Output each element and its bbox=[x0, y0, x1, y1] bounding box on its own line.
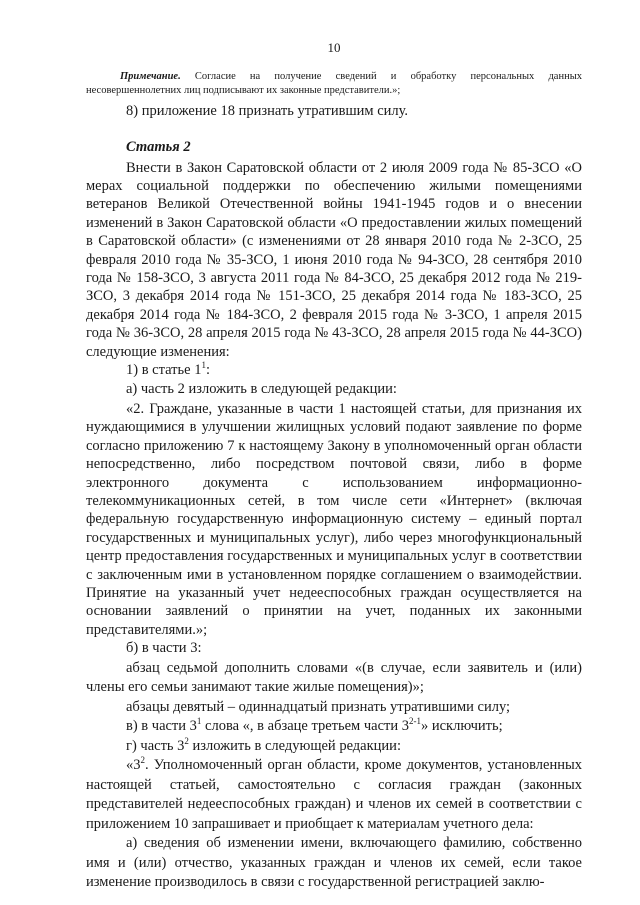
part-3-2-prefix: «3 bbox=[126, 757, 141, 774]
item-v-part3: » исключить; bbox=[420, 718, 503, 735]
item-v-sup2: 2-1 bbox=[408, 716, 421, 727]
sub-item-a: а) сведения об изменении имени, включающего фамилию, собственно имя и (или) отчество, указанных граждан и членов их семей, если такое изменение производилось в связи с государственной регистрацией заклю- bbox=[86, 835, 582, 891]
item-v bbox=[86, 717, 582, 737]
part-2-text: «2. Граждане, указанные в части 1 настоящей статьи, для признания их нуждающимися в улучшении жилищных условий подают заявление по форме согласно приложению 7 к настоящему Закону в уполномоченный орган области непосредственно, либо посредством почтовой связи, либо в форме электронного документа с использованием информационно-телекоммуникационных сетей, в том числе сети «Интернет» (включая федеральную государственную информационную систему – единый портал государственных и муниципальных услуг), либо через многофункциональный центр предоставления государственных и муниципальных услуг в соответствии с заключенным ими в установленном порядке соглашением о взаимодействии. Принятие на указанный учет недееспособных граждан осуществляется на основании заявлений о принятии на учет, поданных их законными представителями.»; bbox=[86, 400, 582, 638]
item-a: а) часть 2 изложить в следующей редакции: bbox=[126, 381, 397, 398]
item-v-part1: в) в части 3 bbox=[126, 718, 197, 735]
item-1-suffix: : bbox=[205, 361, 210, 378]
note-label: Примечание. bbox=[120, 71, 181, 82]
abzac-9: абзацы девятый – одиннадцатый признать утратившими силу; bbox=[126, 698, 511, 715]
item-1-sup: 1 bbox=[201, 360, 206, 371]
part-3-2-text: . Уполномоченный орган области, кроме документов, установленных настоящей статьей, самостоятельно с согласия граждан (законных представителей недееспособных граждан) и членов их семей в соответствии с приложением 10 запрашивает и приобщает к материалам учетного дела: bbox=[86, 757, 582, 832]
item-g-part1: г) часть 3 bbox=[126, 737, 185, 754]
item-1 bbox=[86, 361, 582, 381]
item-1-text: 1) в статье 1 bbox=[126, 361, 202, 378]
item-v-part2: слова «, в абзаце третьем части 3 bbox=[201, 718, 409, 735]
abzac-7: абзац седьмой дополнить словами «(в случае, если заявитель и (или) члены его семьи занимают такие жилые помещения)»; bbox=[86, 659, 582, 696]
item-g bbox=[86, 737, 582, 757]
article-intro: Внести в Закон Саратовской области от 2 июля 2009 года № 85-ЗСО «О мерах социальной поддержки по обеспечению жилыми помещениями ветеранов Великой Отечественной войны 1941-1945 годов и о внесении изменений в Закон Саратовской области «О предоставлении жилых помещений в Саратовской области» (с изменениями от 28 января 2010 года № 2-ЗСО, 25 февраля 2010 года № 35-ЗСО, 1 июня 2010 года № 94-ЗСО, 28 сентября 2010 года № 158-ЗСО, 3 августа 2011 года № 84-ЗСО, 25 декабря 2012 года № 219-ЗСО, 3 декабря 2014 года № 151-ЗСО, 25 декабря 2014 года № 183-ЗСО, 25 декабря 2014 года № 184-ЗСО, 2 февраля 2015 года № 3-ЗСО, 1 апреля 2015 года № 36-ЗСО, 28 апреля 2015 года № 43-ЗСО, 28 апреля 2015 года № 44-ЗСО) следующие изменения: bbox=[86, 159, 582, 360]
part-3-2 bbox=[86, 756, 582, 834]
note-paragraph bbox=[86, 70, 582, 98]
item-g-part2: изложить в следующей редакции: bbox=[188, 737, 401, 754]
item-v-sup1: 1 bbox=[196, 716, 202, 727]
page-number: 10 bbox=[327, 40, 341, 55]
part-3-2-sup: 2 bbox=[140, 755, 145, 766]
note-text: Согласие на получение сведений и обработку персональных данных несовершеннолетних лиц подписывают их законные представители.»; bbox=[86, 71, 582, 96]
article-heading: Статья 2 bbox=[126, 138, 191, 155]
item-8: 8) приложение 18 признать утратившим силу. bbox=[126, 103, 409, 119]
item-g-sup1: 2 bbox=[184, 735, 189, 746]
item-b: б) в части 3: bbox=[126, 640, 202, 657]
